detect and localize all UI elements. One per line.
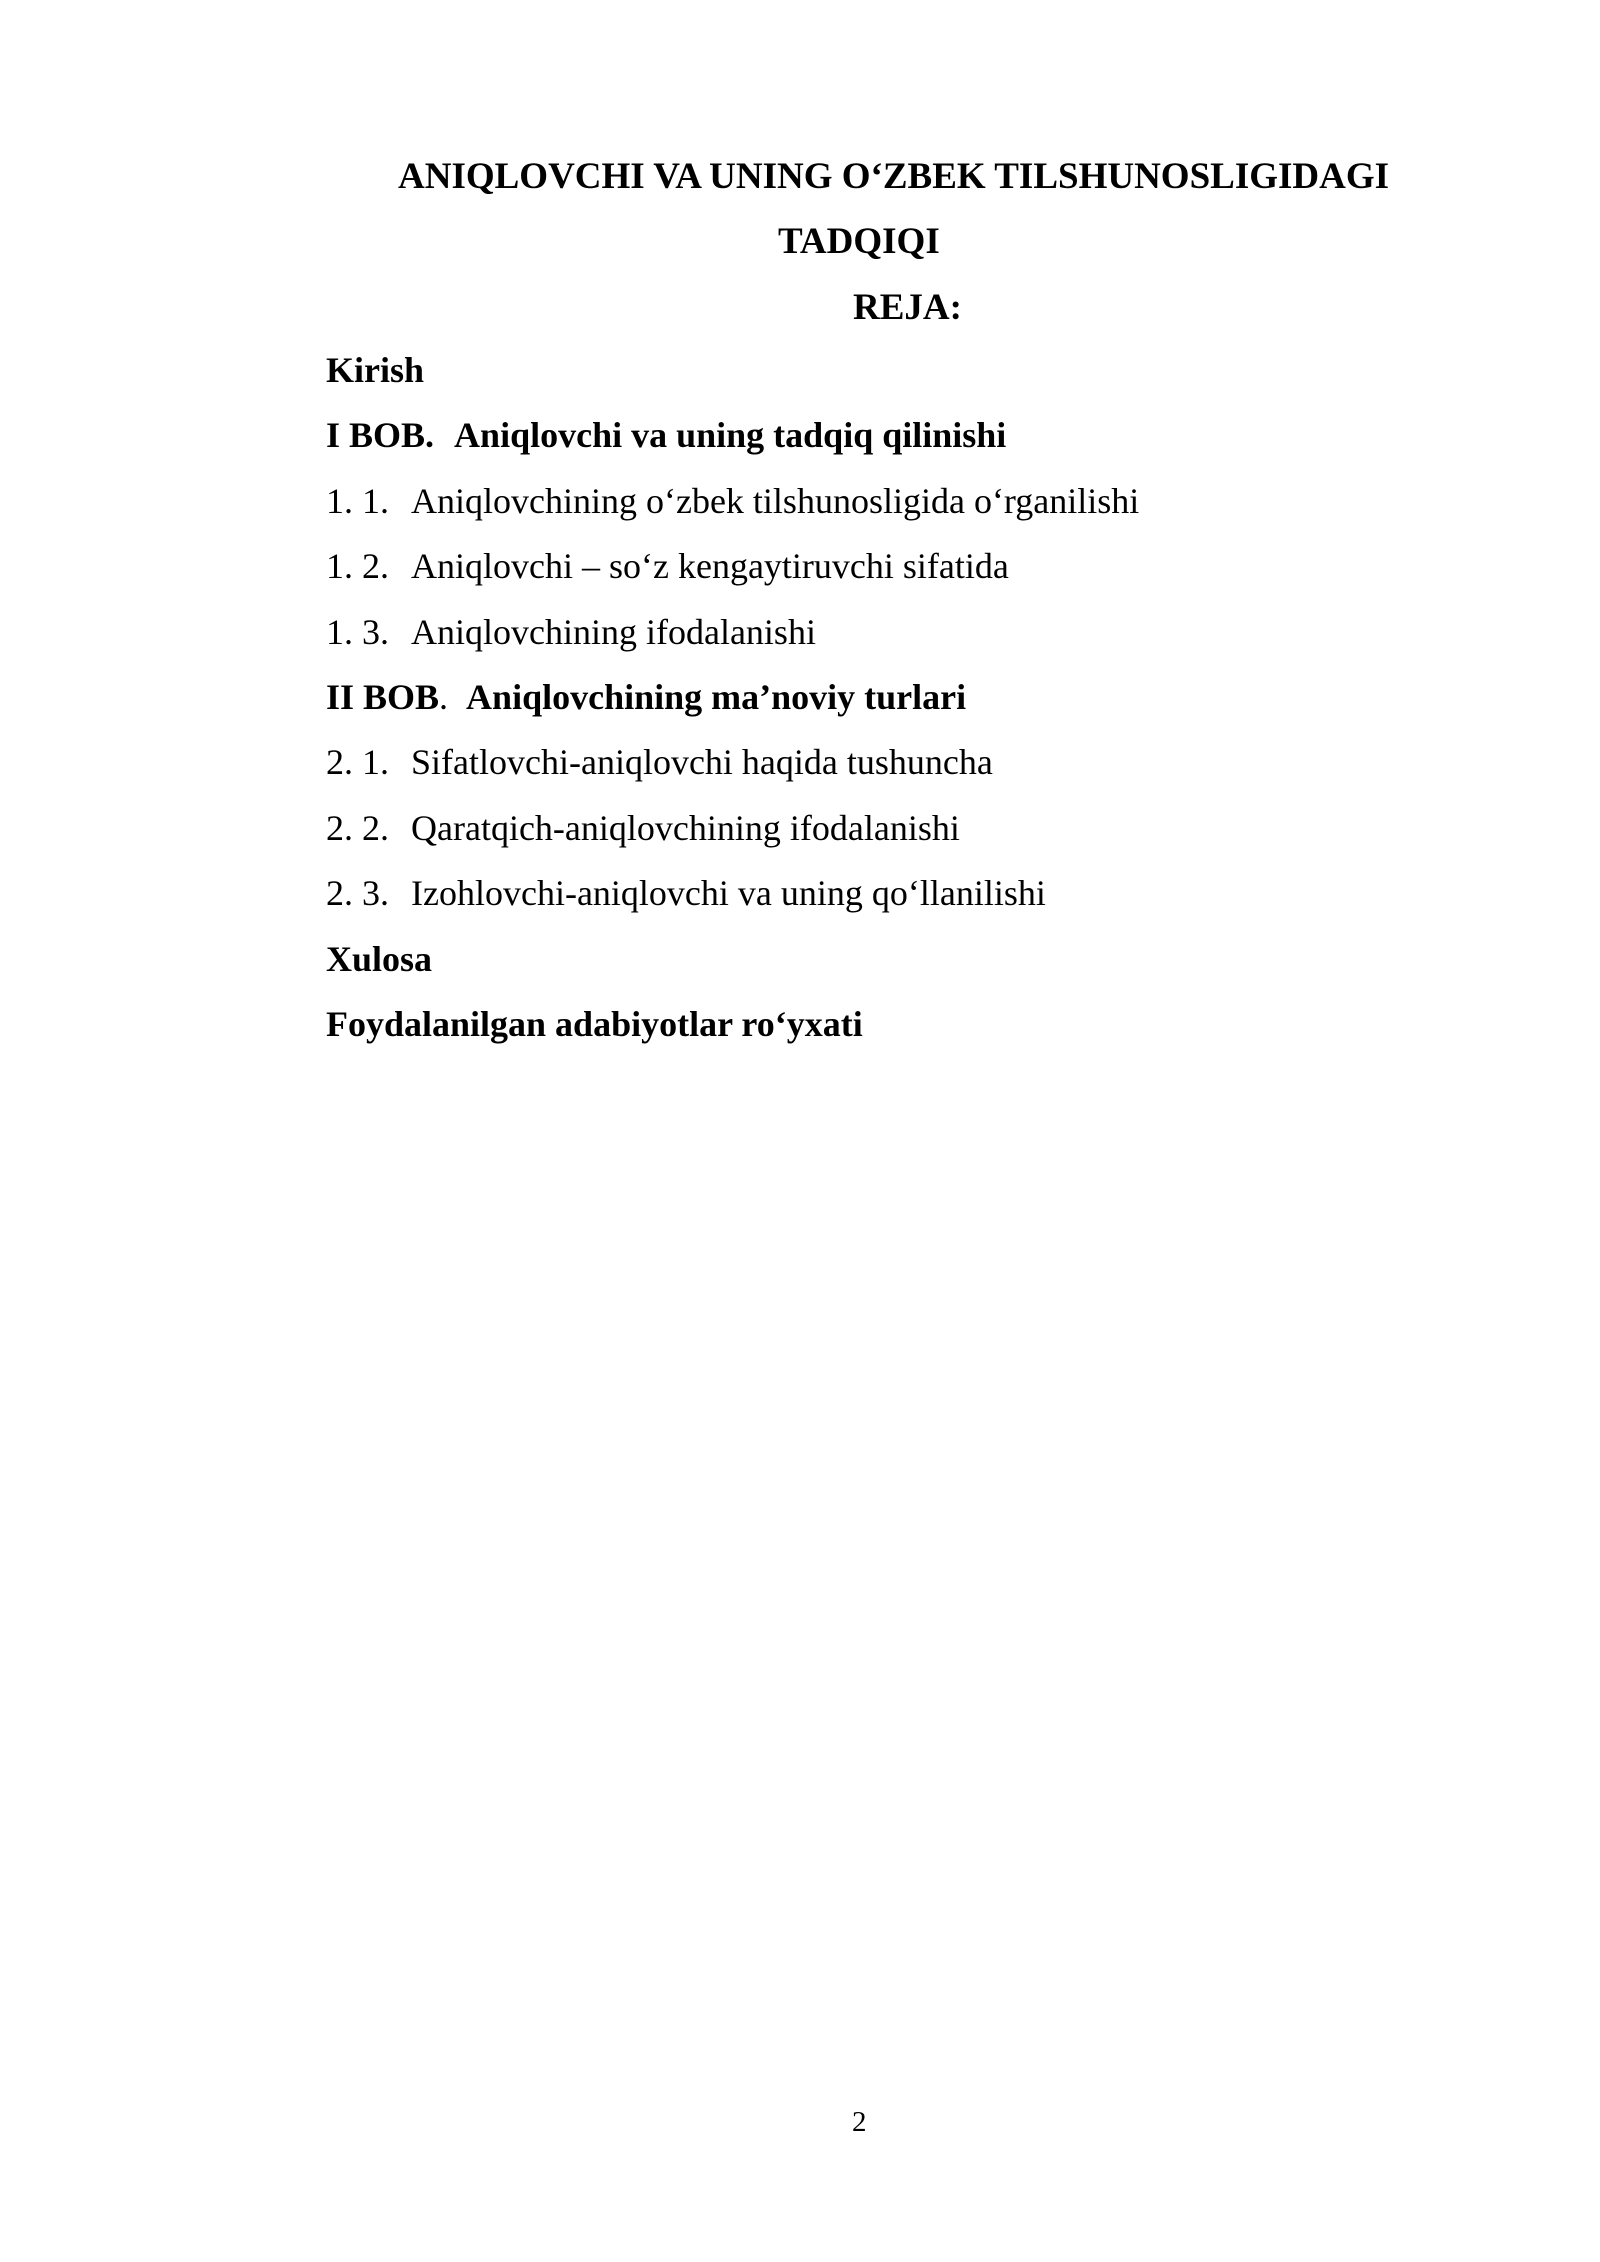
- section-title: Sifatlovchi-aniqlovchi haqida tushuncha: [411, 742, 993, 783]
- section-title: Izohlovchi-aniqlovchi va uning qo‘llanilishi: [411, 873, 1046, 914]
- toc-intro: [326, 350, 1476, 415]
- toc-section: [326, 873, 1476, 938]
- chapter-1-label: I BOB.: [326, 415, 435, 456]
- chapter-2-title: Aniqlovchining ma’noviy turlari: [466, 676, 967, 717]
- section-number: 2. 2.: [326, 807, 389, 848]
- section-title: Aniqlovchining ifodalanishi: [411, 611, 816, 652]
- section-number: 1. 2.: [326, 546, 389, 587]
- toc-section: [326, 481, 1476, 546]
- toc-intro-label: Kirish: [326, 350, 425, 390]
- toc-references: [326, 1004, 1476, 1069]
- section-title: Qaratqich-aniqlovchining ifodalanishi: [411, 807, 960, 848]
- section-title: Aniqlovchining o‘zbek tilshunosligida o‘rganilishi: [411, 480, 1140, 521]
- toc-chapter-1: [326, 415, 1476, 480]
- document-title-line-2: TADQIQI: [778, 221, 940, 262]
- plan-heading: REJA:: [853, 287, 962, 328]
- chapter-2-label-dot: .: [439, 676, 449, 717]
- section-number: 1. 1.: [326, 480, 389, 521]
- toc-conclusion: [326, 939, 1476, 1004]
- section-number: 2. 1.: [326, 742, 389, 783]
- toc-section: [326, 612, 1476, 677]
- toc-chapter-2: [326, 677, 1476, 742]
- chapter-1-title: Aniqlovchi va uning tadqiq qilinishi: [454, 415, 1007, 456]
- section-number: 1. 3.: [326, 611, 389, 652]
- toc-section: [326, 808, 1476, 873]
- table-of-contents: [326, 350, 1476, 1069]
- chapter-2-label-text: II BOB: [326, 676, 440, 717]
- page-number: 2: [852, 2106, 867, 2138]
- toc-section: [326, 546, 1476, 611]
- toc-conclusion-label: Xulosa: [326, 938, 433, 979]
- toc-section: [326, 742, 1476, 807]
- document-title-line-1: ANIQLOVCHI VA UNING O‘ZBEK TILSHUNOSLIGIDAGI: [398, 156, 1390, 197]
- toc-references-label: Foydalanilgan adabiyotlar ro‘yxati: [326, 1003, 863, 1044]
- section-number: 2. 3.: [326, 873, 389, 914]
- chapter-2-label: [326, 676, 449, 717]
- section-title: Aniqlovchi – so‘z kengaytiruvchi sifatida: [411, 546, 1009, 587]
